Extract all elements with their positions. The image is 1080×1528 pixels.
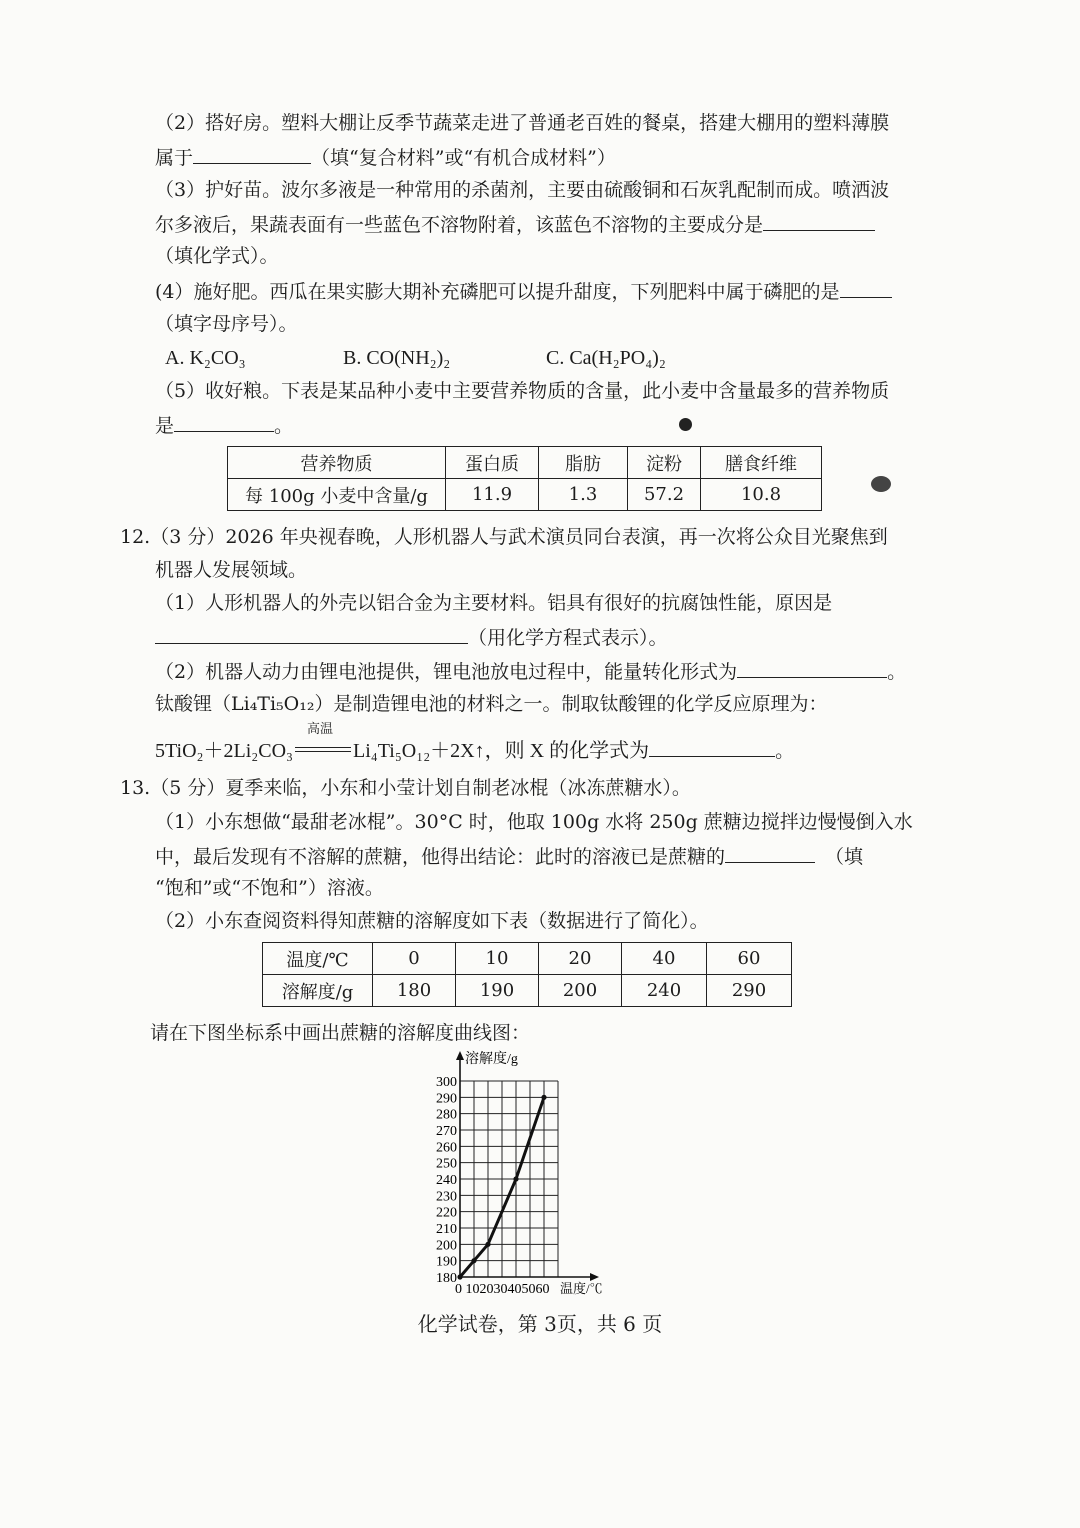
q12-p1-hint: （用化学方程式表示）。 (468, 627, 668, 649)
q11-p3-line2 (155, 210, 875, 238)
q11-p5-end: 。 (274, 415, 294, 437)
equation-condition: 高温 (307, 722, 334, 737)
q12-formula-blank[interactable] (649, 736, 775, 757)
y-tick-label: 220 (436, 1205, 457, 1221)
q11-p5-line2 (155, 411, 293, 439)
y-axis-label: 溶解度/g (465, 1052, 518, 1067)
chart-grid (460, 1081, 558, 1277)
q13-p1-text: 中，最后发现有不溶解的蔗糖，他得出结论：此时的溶液已是蔗糖的 (155, 846, 726, 868)
q13-p2-line1: （2）小东查阅资料得知蔗糖的溶解度如下表（数据进行了简化）。 (155, 910, 709, 932)
q12-p1-answer-blank[interactable] (155, 623, 468, 644)
nutrition-table (227, 446, 822, 511)
y-tick-label: 290 (436, 1091, 457, 1107)
table-cell: 每 100g 小麦中含量/g (228, 479, 446, 511)
y-tick-labels (436, 1075, 457, 1286)
y-tick-label: 250 (436, 1156, 457, 1172)
data-point (457, 1274, 462, 1279)
q11-p4-line1 (155, 277, 892, 305)
table-row (228, 479, 822, 511)
data-point (471, 1258, 476, 1263)
y-tick-label: 300 (436, 1075, 457, 1090)
q11-p5-line1: （5）收好粮。下表是某品种小麦中主要营养物质的含量，此小麦中含量最多的营养物质 (155, 380, 890, 402)
table-cell: 60 (707, 943, 792, 975)
option-b: B. CO(NH₂)₂ (343, 347, 451, 369)
q11-p3-text: 尔多液后，果蔬表面有一些蓝色不溶物附着，该蓝色不溶物的主要成分是 (155, 214, 764, 236)
q11-p2-line1: （2）搭好房。塑料大棚让反季节蔬菜走进了普通老百姓的餐桌，搭建大棚用的塑料薄膜 (155, 112, 890, 134)
q12-line2: 机器人发展领域。 (155, 559, 308, 581)
x-axis-arrow (590, 1273, 599, 1281)
table-cell: 1.3 (539, 479, 628, 511)
table-row (263, 975, 792, 1007)
equation-right: Li₄Ti₅O₁₂＋2X↑，则 X 的化学式为 (353, 740, 650, 762)
y-tick-label: 260 (436, 1140, 457, 1156)
data-point (485, 1242, 490, 1247)
y-tick-label: 210 (436, 1222, 457, 1237)
y-tick-label: 270 (436, 1124, 457, 1139)
q13-chart-prompt: 请在下图坐标系中画出蔗糖的溶解度曲线图： (150, 1022, 531, 1044)
table-cell: 190 (456, 975, 539, 1007)
table-cell: 240 (622, 975, 707, 1007)
equation-arrow (293, 722, 353, 759)
option-c: C. Ca(H₂PO₄)₂ (546, 347, 666, 369)
q12-equation (155, 722, 795, 764)
x-tick-labels: 0 102030405060 (455, 1282, 550, 1297)
data-point (513, 1176, 518, 1181)
table-cell: 20 (539, 943, 622, 975)
q11-p4-answer-blank[interactable] (840, 277, 892, 298)
q13-line1: 13.（5 分）夏季来临，小东和小莹计划自制老冰棍（冰冻蔗糖水）。 (120, 777, 691, 799)
table-cell: 10 (456, 943, 539, 975)
table-cell: 温度/℃ (263, 943, 373, 975)
q12-p2-line2: 钛酸锂（Li₄Ti₅O₁₂）是制造锂电池的材料之一。制取钛酸锂的化学反应原理为： (155, 693, 828, 715)
equation-left: 5TiO₂＋2Li₂CO₃ (155, 740, 293, 762)
table-cell: 淀粉 (628, 447, 701, 479)
q12-p2-answer-blank[interactable] (737, 657, 887, 678)
q11-p2-line2 (155, 143, 616, 171)
data-point (541, 1095, 546, 1100)
x-axis-label: 温度/℃ (560, 1281, 603, 1296)
option-a: A. K₂CO₃ (165, 347, 246, 369)
q11-p3-line3: （填化学式）。 (155, 245, 279, 267)
q13-p1-answer-blank[interactable] (725, 842, 815, 863)
table-cell: 膳食纤维 (701, 447, 822, 479)
q11-p3-line1: （3）护好苗。波尔多液是一种常用的杀菌剂，主要由硫酸铜和石灰乳配制而成。喷洒波 (155, 179, 890, 201)
ink-smudge (871, 476, 891, 492)
y-tick-label: 200 (436, 1238, 457, 1254)
y-tick-label: 180 (436, 1271, 457, 1286)
equation-end: 。 (775, 740, 795, 762)
q12-line1: 12.（3 分）2026 年央视春晚，人形机器人与武术演员同台表演，再一次将公众目光聚焦到 (120, 526, 888, 548)
q12-p2-line1 (155, 657, 906, 685)
table-row (263, 943, 792, 975)
table-cell: 蛋白质 (446, 447, 539, 479)
q11-p5-answer-blank[interactable] (174, 411, 274, 432)
y-tick-label: 280 (436, 1107, 457, 1123)
q12-p1-line1: （1）人形机器人的外壳以铝合金为主要材料。铝具有很好的抗腐蚀性能，原因是 (155, 592, 833, 614)
q11-p2-answer-blank[interactable] (193, 143, 311, 164)
q11-p2-hint: （填“复合材料”或“有机合成材料”） (311, 147, 616, 169)
solubility-chart (420, 1048, 660, 1308)
q11-p2-prefix: 属于 (155, 147, 194, 169)
q12-p2-text: （2）机器人动力由锂电池提供，锂电池放电过程中，能量转化形式为 (155, 661, 738, 683)
q11-p3-answer-blank[interactable] (763, 210, 875, 231)
table-cell: 0 (373, 943, 456, 975)
y-axis-arrow (456, 1051, 464, 1060)
solubility-table (262, 942, 792, 1007)
table-cell: 10.8 (701, 479, 822, 511)
y-tick-label: 230 (436, 1189, 457, 1205)
q11-p4-line2: （填字母序号）。 (155, 313, 298, 335)
y-tick-label: 240 (436, 1173, 457, 1188)
table-row (228, 447, 822, 479)
ink-spot (679, 418, 692, 431)
q12-p1-line2 (155, 623, 668, 651)
table-cell: 营养物质 (228, 447, 446, 479)
table-cell: 脂肪 (539, 447, 628, 479)
q13-p1-line2 (155, 842, 863, 870)
table-cell: 溶解度/g (263, 975, 373, 1007)
table-cell: 11.9 (446, 479, 539, 511)
table-cell: 180 (373, 975, 456, 1007)
table-cell: 200 (539, 975, 622, 1007)
table-cell: 40 (622, 943, 707, 975)
q11-p4-text: (4）施好肥。西瓜在果实膨大期补充磷肥可以提升甜度，下列肥料中属于磷肥的是 (155, 281, 840, 303)
q13-p1-line3: “饱和”或“不饱和”）溶液。 (155, 877, 384, 899)
table-cell: 290 (707, 975, 792, 1007)
page-footer: 化学试卷，第 3页，共 6 页 (417, 1312, 663, 1336)
q13-p1-hint: （填 (825, 846, 864, 868)
q12-p2-end: 。 (887, 661, 907, 683)
q11-p5-prefix: 是 (155, 415, 175, 437)
y-tick-label: 190 (436, 1254, 457, 1270)
table-cell: 57.2 (628, 479, 701, 511)
q13-p1-line1: （1）小东想做“最甜老冰棍”。30°C 时，他取 100g 水将 250g 蔗糖边搅拌边慢慢倒入水 (155, 811, 913, 833)
